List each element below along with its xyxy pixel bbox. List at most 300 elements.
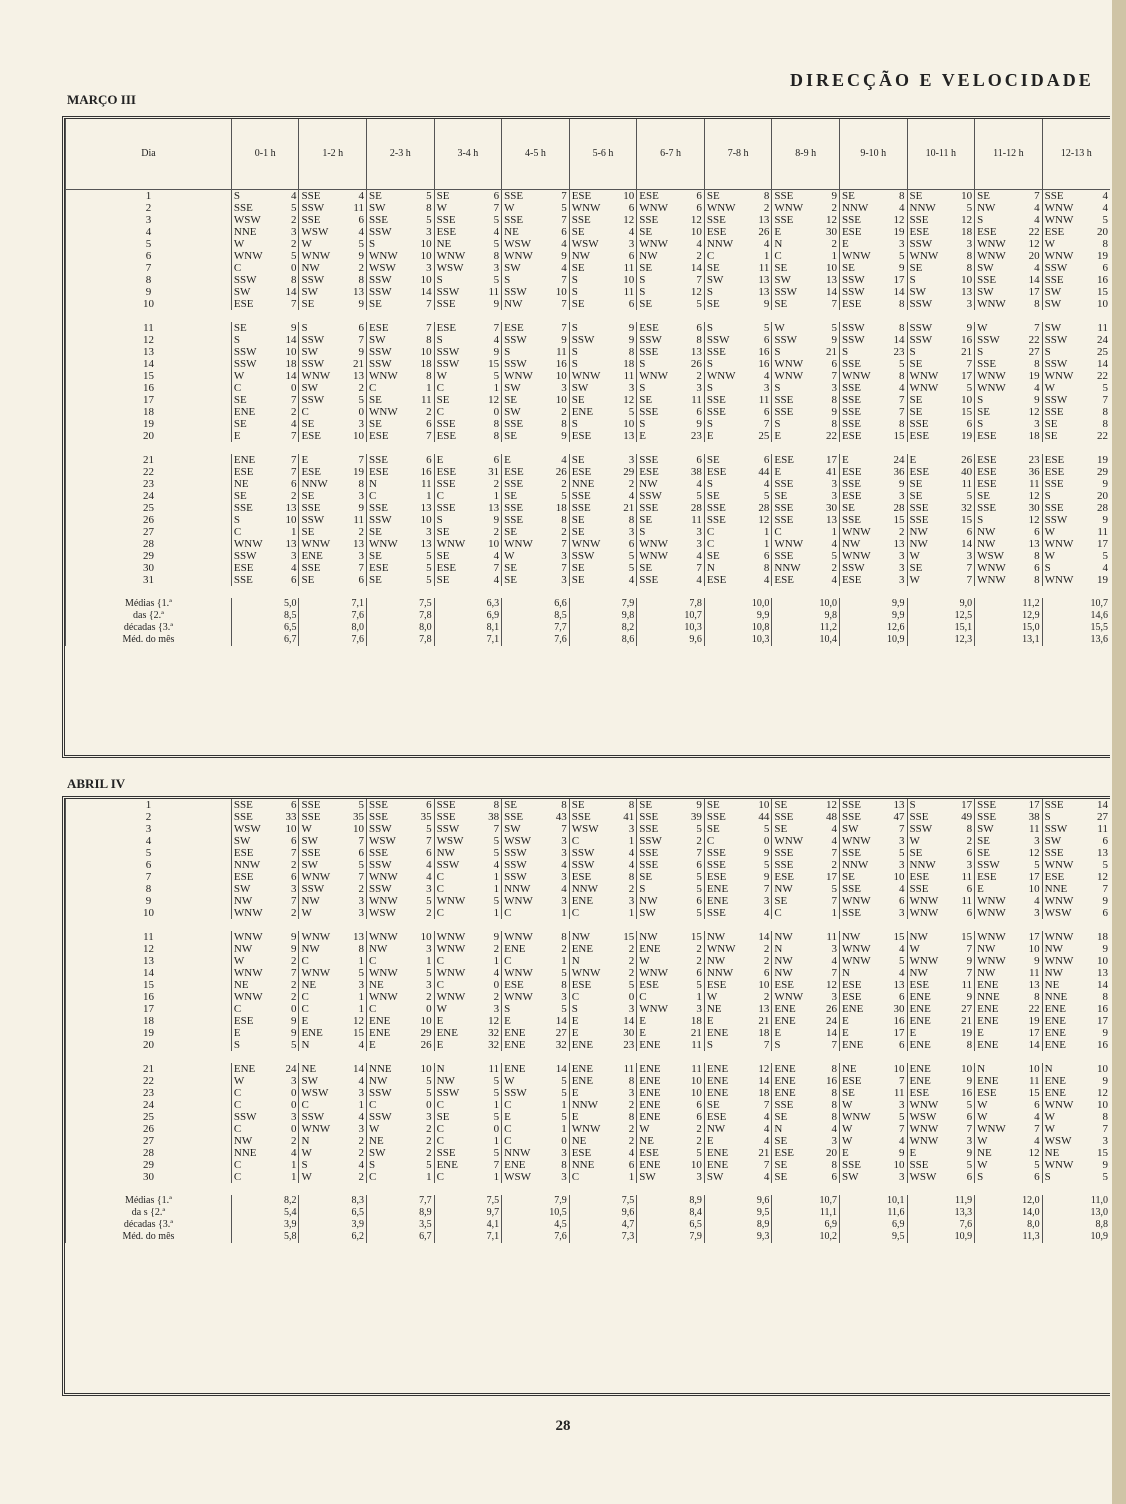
direction-cell: N	[367, 478, 414, 490]
speed-cell: 2	[493, 991, 500, 1003]
direction-cell: SSW	[975, 334, 1022, 346]
direction-cell: ESE	[231, 298, 278, 310]
speed-cell: 12	[690, 286, 702, 298]
speed-cell: 6	[358, 847, 365, 859]
speed-cell: 1	[763, 538, 770, 550]
speed-cell: 8	[561, 514, 567, 526]
speed-cell: 6	[358, 322, 365, 334]
speed-cell: 8	[1034, 550, 1040, 562]
april-data-row	[66, 823, 1111, 835]
speed-cell: 22	[825, 430, 837, 442]
speed-cell: 4	[493, 859, 500, 871]
direction-cell: WSW	[502, 238, 549, 250]
direction-cell: C	[569, 835, 616, 847]
direction-cell: WNW	[1042, 895, 1089, 907]
speed-cell: 15	[353, 1027, 365, 1039]
direction-cell: S	[975, 214, 1022, 226]
speed-cell: 3	[426, 226, 432, 238]
direction-cell: WNW	[907, 370, 954, 382]
direction-cell: SW	[975, 286, 1022, 298]
speed-cell: 3	[763, 895, 770, 907]
direction-cell: SE	[569, 799, 616, 811]
direction-cell: S	[299, 322, 346, 334]
speed-cell: 7	[1102, 394, 1108, 406]
direction-cell: S	[434, 274, 481, 286]
direction-cell: NW	[1042, 967, 1089, 979]
speed-cell: 5	[493, 1075, 500, 1087]
direction-cell: S	[637, 883, 684, 895]
direction-cell: S	[975, 394, 1022, 406]
speed-cell: 5	[1102, 214, 1108, 226]
direction-cell: WNW	[299, 538, 346, 550]
speed-cell: 1	[290, 1159, 297, 1171]
direction-cell: SW	[502, 406, 549, 418]
direction-cell: SSE	[704, 502, 751, 514]
speed-cell: 19	[353, 466, 365, 478]
direction-cell: E	[231, 430, 278, 442]
direction-cell: N	[772, 1123, 819, 1135]
direction-cell: WNW	[569, 202, 616, 214]
speed-cell: 15	[893, 931, 905, 943]
speed-cell: 3	[561, 1171, 567, 1183]
speed-cell: 5	[763, 859, 770, 871]
direction-cell: SSW	[502, 358, 549, 370]
direction-cell: S	[704, 322, 751, 334]
direction-cell: SSE	[772, 1099, 819, 1111]
april-data-row	[66, 1111, 1111, 1123]
speed-cell: 5	[561, 1075, 567, 1087]
direction-cell: NNW	[839, 202, 886, 214]
direction-cell: WNW	[907, 955, 954, 967]
direction-cell: E	[907, 1027, 954, 1039]
direction-cell: E	[704, 430, 751, 442]
speed-cell: 8	[290, 274, 297, 286]
direction-cell: WNW	[1042, 1159, 1089, 1171]
direction-cell: ESE	[434, 226, 481, 238]
direction-cell: SSE	[772, 394, 819, 406]
direction-cell: SE	[637, 394, 684, 406]
direction-cell: ESE	[704, 226, 751, 238]
direction-cell: NW	[637, 250, 684, 262]
speed-cell: 4	[628, 859, 635, 871]
speed-cell: 3	[358, 490, 365, 502]
speed-cell: 8	[831, 1099, 837, 1111]
speed-cell: 19	[1028, 370, 1040, 382]
april-data-row	[66, 811, 1111, 823]
direction-cell: SE	[772, 799, 819, 811]
direction-cell: ESE	[637, 1147, 684, 1159]
direction-cell: SE	[299, 490, 346, 502]
direction-cell: SE	[975, 490, 1022, 502]
speed-cell: 15	[961, 406, 973, 418]
speed-cell: 7	[561, 322, 567, 334]
average-value: 14,0	[975, 1207, 1043, 1219]
direction-cell: SE	[367, 394, 414, 406]
direction-cell: E	[434, 1015, 481, 1027]
direction-cell: SSE	[704, 907, 751, 919]
speed-cell: 3	[426, 883, 432, 895]
direction-cell: ESE	[434, 322, 481, 334]
speed-cell: 4	[763, 1171, 770, 1183]
speed-cell: 4	[831, 538, 837, 550]
speed-cell: 4	[1034, 214, 1040, 226]
april-data-row	[66, 1087, 1111, 1099]
speed-cell: 3	[966, 550, 973, 562]
average-value: 13,0	[1042, 1207, 1110, 1219]
direction-cell: ESE	[637, 322, 684, 334]
direction-cell: ESE	[772, 454, 819, 466]
direction-cell: E	[569, 1027, 616, 1039]
direction-cell: NW	[704, 1123, 751, 1135]
speed-cell: 9	[290, 943, 297, 955]
direction-cell: SSE	[367, 454, 414, 466]
direction-cell: S	[975, 514, 1022, 526]
direction-cell: SE	[569, 514, 616, 526]
speed-cell: 5	[1034, 859, 1040, 871]
speed-cell: 17	[893, 1027, 905, 1039]
speed-cell: 8	[1102, 991, 1108, 1003]
april-data-row	[66, 1135, 1111, 1147]
average-value: 10,2	[772, 1231, 840, 1243]
direction-cell: NW	[772, 883, 819, 895]
direction-cell: WNW	[367, 895, 414, 907]
speed-cell: 8	[628, 346, 635, 358]
day-cell: 19	[66, 1027, 232, 1039]
direction-cell: SE	[502, 574, 549, 586]
speed-cell: 10	[420, 1015, 432, 1027]
march-data-row	[66, 418, 1111, 430]
day-cell: 26	[66, 514, 232, 526]
speed-cell: 3	[358, 979, 365, 991]
direction-cell: C	[637, 991, 684, 1003]
april-average-row	[66, 1219, 1111, 1231]
direction-cell: WNW	[367, 991, 414, 1003]
average-value: 10,7	[637, 610, 705, 622]
speed-cell: 1	[831, 250, 837, 262]
speed-cell: 3	[1034, 418, 1040, 430]
speed-cell: 29	[1097, 466, 1108, 478]
speed-cell: 20	[1028, 250, 1040, 262]
speed-cell: 15	[1028, 1087, 1040, 1099]
speed-cell: 2	[290, 214, 297, 226]
day-cell: 11	[66, 322, 232, 334]
direction-cell: SE	[637, 226, 684, 238]
march-data-row	[66, 286, 1111, 298]
speed-cell: 12	[1028, 406, 1040, 418]
march-data-row	[66, 478, 1111, 490]
direction-cell: SW	[704, 274, 751, 286]
direction-cell: WNW	[907, 382, 954, 394]
direction-cell: SSE	[839, 883, 886, 895]
direction-cell: SE	[637, 262, 684, 274]
speed-cell: 5	[966, 490, 973, 502]
speed-cell: 4	[1034, 1111, 1040, 1123]
april-average-row	[66, 1231, 1111, 1243]
direction-cell: C	[367, 1171, 414, 1183]
speed-cell: 16	[758, 358, 770, 370]
direction-cell: ESE	[231, 871, 278, 883]
speed-cell: 7	[426, 298, 432, 310]
direction-cell: NE	[704, 1003, 751, 1015]
direction-cell: ESE	[839, 574, 886, 586]
speed-cell: 2	[561, 406, 567, 418]
direction-cell: ESE	[907, 226, 954, 238]
direction-cell: ENE	[975, 1003, 1022, 1015]
direction-cell: WNW	[839, 943, 886, 955]
speed-cell: 10	[961, 394, 973, 406]
speed-cell: 5	[426, 823, 432, 835]
average-label: Médias {1.ª	[66, 598, 232, 610]
speed-cell: 10	[893, 1159, 905, 1171]
direction-cell: SSE	[231, 799, 278, 811]
march-table-frame	[62, 116, 1110, 758]
speed-cell: 7	[290, 847, 297, 859]
direction-cell: E	[704, 1135, 751, 1147]
direction-cell: W	[975, 322, 1022, 334]
direction-cell: SSW	[1042, 394, 1089, 406]
direction-cell: ESE	[839, 430, 886, 442]
average-value: 6,9	[772, 1219, 840, 1231]
speed-cell: 1	[493, 907, 500, 919]
direction-cell: SSW	[502, 1087, 549, 1099]
speed-cell: 4	[358, 1075, 365, 1087]
direction-cell: ENE	[1042, 1087, 1089, 1099]
speed-cell: 24	[1097, 334, 1108, 346]
direction-cell: ENE	[907, 1075, 954, 1087]
speed-cell: 4	[763, 907, 770, 919]
direction-cell: SE	[367, 574, 414, 586]
direction-cell: ESE	[502, 979, 549, 991]
direction-cell: SSE	[231, 202, 278, 214]
direction-cell: ESE	[1042, 871, 1089, 883]
direction-cell: WNW	[1042, 370, 1089, 382]
average-value: 14,6	[1042, 610, 1110, 622]
direction-cell: W	[975, 1099, 1022, 1111]
speed-cell: 13	[353, 931, 365, 943]
direction-cell: WSW	[502, 1171, 549, 1183]
speed-cell: 7	[1034, 1123, 1040, 1135]
direction-cell: WNW	[231, 538, 278, 550]
direction-cell: SSE	[772, 859, 819, 871]
speed-cell: 9	[290, 1015, 297, 1027]
speed-cell: 12	[488, 1015, 500, 1027]
speed-cell: 19	[893, 226, 905, 238]
direction-cell: SSW	[231, 274, 278, 286]
direction-cell: WNW	[839, 370, 886, 382]
direction-cell: WNW	[975, 931, 1022, 943]
speed-cell: 11	[758, 394, 770, 406]
direction-cell: W	[1042, 1111, 1089, 1123]
speed-cell: 0	[290, 1003, 297, 1015]
direction-cell: SSW	[299, 274, 346, 286]
average-value: 10,8	[704, 622, 772, 634]
direction-cell: ESE	[975, 226, 1022, 238]
speed-cell: 2	[358, 1171, 365, 1183]
direction-cell: WNW	[975, 238, 1022, 250]
direction-cell: SSW	[839, 274, 886, 286]
april-data-row	[66, 871, 1111, 883]
speed-cell: 38	[1028, 811, 1040, 823]
speed-cell: 5	[696, 490, 702, 502]
direction-cell: WNW	[772, 202, 819, 214]
direction-cell: W	[839, 1099, 886, 1111]
speed-cell: 10	[1097, 955, 1108, 967]
direction-cell: N	[839, 967, 886, 979]
speed-cell: 1	[493, 871, 500, 883]
speed-cell: 24	[893, 454, 905, 466]
speed-cell: 13	[758, 274, 770, 286]
direction-cell: WNW	[502, 370, 549, 382]
speed-cell: 5	[1102, 550, 1108, 562]
day-cell: 11	[66, 931, 232, 943]
speed-cell: 6	[1034, 562, 1040, 574]
april-data-row	[66, 1099, 1111, 1111]
speed-cell: 0	[290, 382, 297, 394]
speed-cell: 1	[561, 1123, 567, 1135]
direction-cell: WNW	[1042, 931, 1089, 943]
speed-cell: 10	[758, 799, 770, 811]
speed-cell: 8	[1102, 406, 1108, 418]
speed-cell: 9	[290, 1027, 297, 1039]
speed-cell: 7	[358, 871, 365, 883]
speed-cell: 3	[899, 835, 905, 847]
page-number: 28	[555, 1418, 571, 1434]
speed-cell: 13	[420, 502, 432, 514]
speed-cell: 3	[561, 574, 567, 586]
speed-cell: 13	[488, 502, 500, 514]
speed-cell: 8	[899, 418, 905, 430]
direction-cell: WNW	[975, 298, 1022, 310]
speed-cell: 2	[628, 1099, 635, 1111]
average-label: Méd. do mês	[66, 1231, 232, 1243]
speed-cell: 30	[1028, 502, 1040, 514]
speed-cell: 1	[493, 1099, 500, 1111]
speed-cell: 7	[831, 298, 837, 310]
average-value: 6,7	[367, 1231, 435, 1243]
speed-cell: 3	[899, 562, 905, 574]
speed-cell: 4	[1034, 262, 1040, 274]
speed-cell: 6	[696, 406, 702, 418]
direction-cell: C	[367, 382, 414, 394]
speed-cell: 6	[696, 454, 702, 466]
direction-cell: SE	[502, 394, 549, 406]
direction-cell: N	[772, 943, 819, 955]
speed-cell: 40	[961, 466, 973, 478]
average-value: 6,5	[637, 1219, 705, 1231]
direction-cell: WNW	[231, 931, 278, 943]
speed-cell: 17	[893, 274, 905, 286]
speed-cell: 21	[825, 346, 837, 358]
speed-cell: 21	[758, 1015, 770, 1027]
speed-cell: 18	[1028, 430, 1040, 442]
direction-cell: E	[907, 454, 954, 466]
speed-cell: 5	[628, 562, 635, 574]
day-cell: 5	[66, 238, 232, 250]
speed-cell: 16	[758, 346, 770, 358]
day-cell: 5	[66, 847, 232, 859]
direction-cell: WSW	[367, 907, 414, 919]
speed-cell: 19	[961, 430, 973, 442]
direction-cell: WNW	[1042, 574, 1089, 586]
direction-cell: SE	[502, 490, 549, 502]
direction-cell: SSW	[704, 334, 751, 346]
direction-cell: C	[434, 1171, 481, 1183]
direction-cell: WNW	[502, 538, 549, 550]
speed-cell: 23	[893, 346, 905, 358]
speed-cell: 10	[690, 1159, 702, 1171]
speed-cell: 2	[696, 1123, 702, 1135]
speed-cell: 7	[290, 298, 297, 310]
speed-cell: 41	[623, 811, 635, 823]
speed-cell: 4	[1034, 1135, 1040, 1147]
speed-cell: 5	[831, 322, 837, 334]
direction-cell: ESE	[839, 991, 886, 1003]
speed-cell: 2	[696, 835, 702, 847]
speed-cell: 33	[285, 811, 297, 823]
speed-cell: 4	[628, 847, 635, 859]
speed-cell: 32	[555, 1039, 567, 1051]
direction-cell: ENE	[637, 1111, 684, 1123]
march-data-row	[66, 538, 1111, 550]
direction-cell: WNW	[434, 967, 481, 979]
speed-cell: 7	[426, 430, 432, 442]
speed-cell: 6	[696, 202, 702, 214]
direction-cell: SSE	[907, 1159, 954, 1171]
average-label: das {2.ª	[66, 610, 232, 622]
day-cell: 24	[66, 1099, 232, 1111]
direction-cell: ENE	[1042, 1027, 1089, 1039]
speed-cell: 4	[358, 1111, 365, 1123]
speed-cell: 22	[1028, 1003, 1040, 1015]
speed-cell: 7	[290, 895, 297, 907]
speed-cell: 10	[1097, 1099, 1108, 1111]
speed-cell: 5	[290, 1039, 297, 1051]
speed-cell: 28	[1097, 502, 1108, 514]
direction-cell: NW	[367, 943, 414, 955]
speed-cell: 10	[690, 1075, 702, 1087]
direction-cell: SE	[704, 262, 751, 274]
speed-cell: 5	[358, 799, 365, 811]
direction-cell: S	[907, 274, 954, 286]
direction-cell: SE	[637, 298, 684, 310]
speed-cell: 3	[696, 382, 702, 394]
speed-cell: 5	[358, 394, 365, 406]
april-average-row	[66, 1207, 1111, 1219]
day-cell: 2	[66, 202, 232, 214]
direction-cell: W	[772, 322, 819, 334]
speed-cell: 11	[623, 1063, 635, 1075]
speed-cell: 9	[899, 262, 905, 274]
direction-cell: WNW	[704, 943, 751, 955]
direction-cell: WNW	[839, 250, 886, 262]
direction-cell: E	[704, 1015, 751, 1027]
direction-cell: SSW	[299, 334, 346, 346]
direction-cell: SE	[907, 262, 954, 274]
speed-cell: 7	[358, 562, 365, 574]
direction-cell: SSE	[839, 358, 886, 370]
speed-cell: 26	[555, 466, 567, 478]
speed-cell: 3	[358, 895, 365, 907]
direction-cell: NW	[975, 538, 1022, 550]
direction-cell: NNW	[907, 202, 954, 214]
speed-cell: 12	[825, 979, 837, 991]
speed-cell: 15	[961, 931, 973, 943]
direction-cell: S	[231, 1039, 278, 1051]
direction-cell: SSE	[1042, 847, 1089, 859]
speed-cell: 1	[493, 382, 500, 394]
direction-cell: SE	[907, 358, 954, 370]
march-data-row	[66, 322, 1111, 334]
